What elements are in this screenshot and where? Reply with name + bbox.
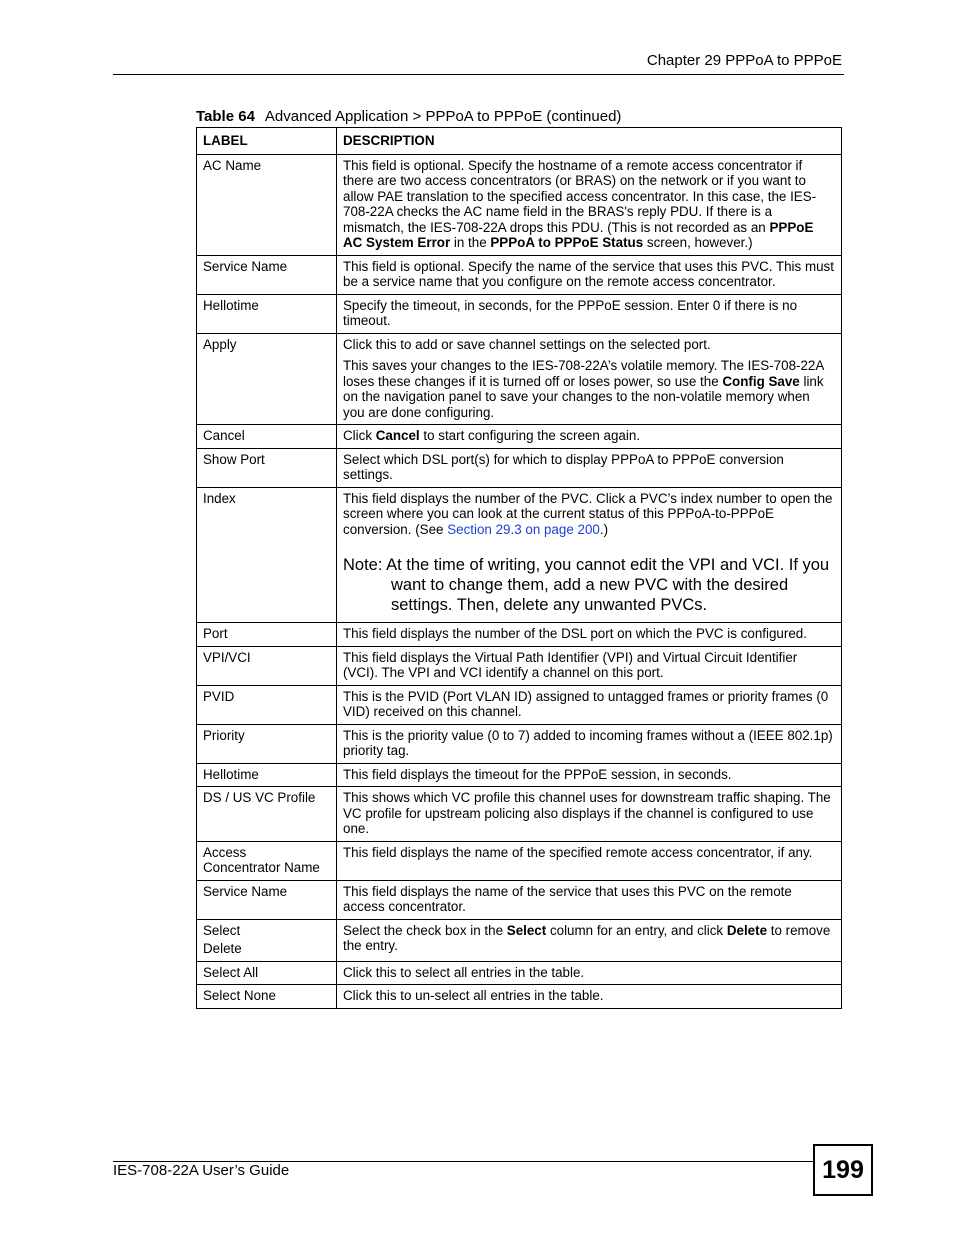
text: in the — [450, 235, 491, 250]
table-row — [197, 154, 842, 255]
note: Note: At the time of writing, you cannot edit the VPI and VCI. If you want to change them, add a new PVC with the desired settings. Then, delete any unwanted PVCs. — [343, 556, 830, 614]
row-label: Index — [197, 487, 337, 623]
text: This field displays the number of the PVC. Click a PVC’s index number to open the screen where you can look at the current status of this PPPoA-to-PPPoE conversion. (See — [343, 490, 833, 537]
text: Concentrator Name — [203, 860, 320, 875]
header-label: LABEL — [197, 128, 337, 155]
table-row — [197, 623, 842, 647]
row-description: Click this to select all entries in the table. — [337, 961, 842, 985]
table-row — [197, 724, 842, 763]
section-link[interactable]: Section 29.3 on page 200 — [447, 521, 600, 537]
table-row — [197, 985, 842, 1009]
table-row — [197, 294, 842, 333]
page-number: 199 — [813, 1144, 873, 1196]
row-label: Port — [197, 623, 337, 647]
row-description — [337, 425, 842, 449]
row-description: This is the PVID (Port VLAN ID) assigned to untagged frames or priority frames (0 VID) received on this channel. — [337, 685, 842, 724]
row-label — [197, 841, 337, 880]
table-row — [197, 333, 842, 425]
row-description: This field displays the name of the specified remote access concentrator, if any. — [337, 841, 842, 880]
row-description — [337, 154, 842, 255]
row-label: Select None — [197, 985, 337, 1009]
text: Select the check box in the — [343, 922, 507, 938]
text: screen, however.) — [643, 235, 753, 250]
row-description: This field displays the number of the DSL port on which the PVC is configured. — [337, 623, 842, 647]
row-label: Cancel — [197, 425, 337, 449]
table-header-row — [197, 128, 842, 155]
table-row — [197, 919, 842, 961]
row-description — [337, 333, 842, 425]
table-row — [197, 487, 842, 623]
row-description: This field is optional. Specify the name of the service that uses this PVC. This must be a service name that you configure on the remote access concentrator. — [337, 255, 842, 294]
row-description: This field displays the name of the service that uses this PVC on the remote access concentrator. — [337, 880, 842, 919]
row-description: Select which DSL port(s) for which to display PPPoA to PPPoE conversion settings. — [337, 448, 842, 487]
row-description: This field displays the Virtual Path Identifier (VPI) and Virtual Circuit Identifier (VCI). The VPI and VCI identify a channel on this port. — [337, 646, 842, 685]
row-label: Show Port — [197, 448, 337, 487]
table-caption — [196, 108, 621, 125]
text: Click this to add or save channel settings on the selected port. — [343, 336, 711, 352]
row-label: Service Name — [197, 880, 337, 919]
row-description — [337, 487, 842, 623]
text: to start configuring the screen again. — [419, 428, 640, 443]
paragraph — [343, 358, 835, 420]
table-row — [197, 255, 842, 294]
text: Access — [203, 844, 247, 860]
text: to remove the entry. — [343, 922, 831, 953]
row-description: This is the priority value (0 to 7) added to incoming frames without a (IEEE 802.1p) priority tag. — [337, 724, 842, 763]
row-label: VPI/VCI — [197, 646, 337, 685]
table-row — [197, 425, 842, 449]
text: This saves your changes to the IES-708-22A’s volatile memory. The IES-708-22A loses these changes if it is turned off or loses power, so use the — [343, 358, 824, 389]
table-row — [197, 685, 842, 724]
chapter-header: Chapter 29 PPPoA to PPPoE — [646, 52, 842, 69]
text: Click — [343, 428, 376, 443]
text: column for an entry, and click — [546, 922, 727, 938]
bold-text: Delete — [726, 922, 768, 938]
bold-text: PPPoA to PPPoE Status — [490, 235, 644, 250]
row-description: Specify the timeout, in seconds, for the PPPoE session. Enter 0 if there is no timeout. — [337, 294, 842, 333]
row-label: PVID — [197, 685, 337, 724]
text: link on the navigation panel to save your changes to the non-volatile memory when you are done configuring. — [343, 373, 824, 420]
bold-text: Config Save — [722, 373, 800, 389]
row-label: Service Name — [197, 255, 337, 294]
table-row — [197, 448, 842, 487]
row-label: Hellotime — [197, 763, 337, 787]
table-row — [197, 880, 842, 919]
bold-text: Select — [506, 922, 547, 938]
text: This field is optional. Specify the hostname of a remote access concentrator if there are two access concentrators (or BRAS) on the network or if you want to allow PAE translation to the specified access concentrator. In this case, the IES-708-22A checks the AC name field in the BRAS's reply PDU. If there is a mismatch, the IES-708-22A drops this PDU. (This is not recorded as an — [343, 157, 817, 235]
table-title: Advanced Application > PPPoA to PPPoE (continued) — [264, 108, 622, 125]
row-label: DS / US VC Profile — [197, 787, 337, 842]
table-row — [197, 787, 842, 842]
text: Delete — [203, 941, 242, 956]
table-row — [197, 646, 842, 685]
guide-title: IES-708-22A User’s Guide — [113, 1162, 290, 1179]
row-label: Priority — [197, 724, 337, 763]
paragraph — [343, 491, 835, 538]
row-description: This shows which VC profile this channel uses for downstream traffic shaping. The VC profile for upstream policing also displays if the channel is configured to use one. — [337, 787, 842, 842]
bold-text: PPPoE AC System Error — [343, 219, 814, 250]
table-row — [197, 961, 842, 985]
row-label: Hellotime — [197, 294, 337, 333]
row-label: Apply — [197, 333, 337, 425]
row-description: This field displays the timeout for the PPPoE session, in seconds. — [337, 763, 842, 787]
table-row — [197, 763, 842, 787]
header-description: DESCRIPTION — [337, 128, 842, 155]
text: .) — [599, 521, 609, 537]
header-rule — [113, 74, 844, 75]
table-number: Table 64 — [196, 108, 255, 125]
bold-text: Cancel — [375, 428, 420, 443]
row-description — [337, 919, 842, 961]
row-description: Click this to un-select all entries in the table. — [337, 985, 842, 1009]
row-label: AC Name — [197, 154, 337, 255]
text: Select — [203, 922, 241, 938]
table-row — [197, 841, 842, 880]
row-label — [197, 919, 337, 961]
row-label: Select All — [197, 961, 337, 985]
description-table — [196, 127, 842, 1009]
